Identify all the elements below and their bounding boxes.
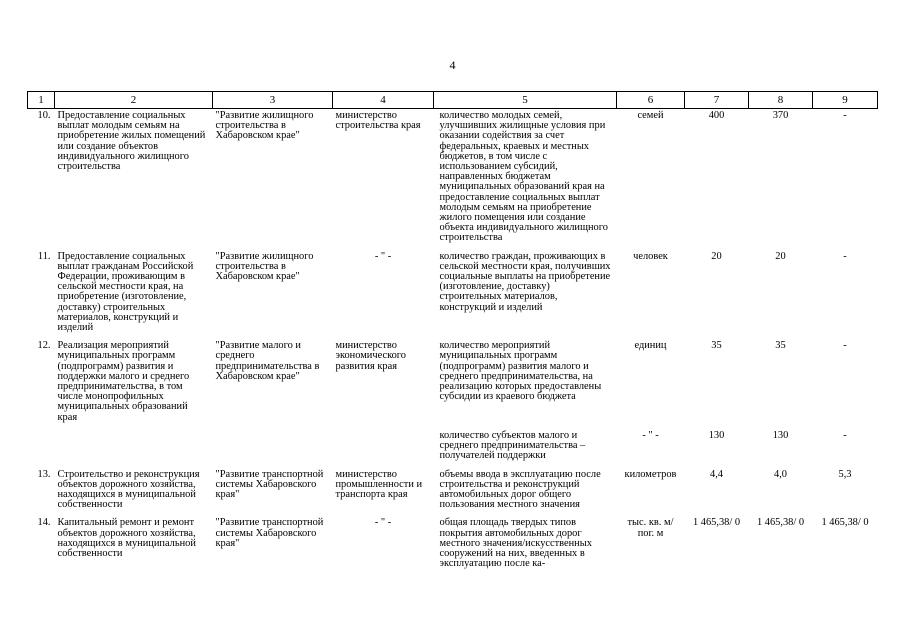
value-col9-cell: - xyxy=(843,110,847,121)
executor-cell: министерство экономического развития края xyxy=(335,340,406,372)
table-row xyxy=(28,109,878,250)
row-number: 11. xyxy=(37,250,51,262)
indicator-cell: количество граждан, проживающих в сельской местности края, получивших социальные выплаты на приобретение (изготовление, доставку) строительных материалов, конструкций и изделий xyxy=(439,250,611,313)
value-col9-cell: 5,3 xyxy=(838,468,852,480)
program-cell: "Развитие транспортной системы Хабаровского края" xyxy=(215,468,324,500)
unit-cell: семей xyxy=(637,110,664,121)
indicator-cell: количество молодых семей, улучшивших жилищные условия при оказании содействия за счет федеральных, краевых и местных бюджетов, в том числе с использованием субсидий, направленных бюджетам муниципальных образований края на предоставление социальных выплат молодым семьям на приобретение жилого помещения или создание объекта индивидуального жилищного строительства xyxy=(439,110,608,244)
indicator-cell: количество мероприятий муниципальных программ (подпрограмм) развития малого и среднего предпринимательства, на реализацию которых предоставлены субсидии из краевого бюджета xyxy=(439,340,602,403)
activity-cell: Капитальный ремонт и ремонт объектов дорожного хозяйства, находящихся в муниципальной собственности xyxy=(57,517,196,559)
header-col-7: 7 xyxy=(685,92,749,109)
unit-cell: человек xyxy=(633,250,668,262)
row-number: 14. xyxy=(37,517,51,529)
indicator-cell: объемы ввода в эксплуатацию после строительства и реконструкций автомобильных дорог общего пользования местного значения xyxy=(439,468,601,511)
executor-cell xyxy=(333,429,434,468)
value-col8-cell: 4,0 xyxy=(774,468,787,480)
value-col8-cell: 1 465,38/ 0 xyxy=(756,517,805,529)
value-col8-cell: 35 xyxy=(775,340,786,352)
value-col8-cell: 370 xyxy=(772,110,789,121)
table-row xyxy=(28,339,878,429)
header-col-6: 6 xyxy=(617,92,685,109)
header-row xyxy=(28,92,878,109)
value-col7-cell: 4,4 xyxy=(710,468,723,480)
value-col7-cell: 20 xyxy=(711,250,722,262)
activity-cell: Предоставление социальных выплат гражданам Российской Федерации, проживающим в сельской местности края, на приобретение (изготовление, доставку) строительных материалов, конструкций и изделий xyxy=(57,250,194,334)
program-cell: "Развитие транспортной системы Хабаровского края" xyxy=(215,517,324,549)
activity-cell: Строительство и реконструкция объектов дорожного хозяйства, находящихся в муниципальной собственности xyxy=(57,468,200,511)
indicators-table xyxy=(27,91,878,575)
row-number: 10. xyxy=(37,110,51,121)
value-col9-cell: 1 465,38/ 0 xyxy=(821,517,869,529)
header-col-1: 1 xyxy=(28,92,55,109)
value-col7-cell: 1 465,38/ 0 xyxy=(692,517,741,529)
unit-cell: единиц xyxy=(634,340,667,352)
page-number: 4 xyxy=(449,58,456,72)
value-col8-cell: 20 xyxy=(775,250,786,262)
header-col-4: 4 xyxy=(333,92,434,109)
activity-cell: Реализация мероприятий муниципальных программ (подпрограмм) развития и поддержки малого и среднего предпринимательства, в том числе монопрофильных муниципальных образований края xyxy=(57,340,190,423)
table-row xyxy=(28,468,878,517)
value-col9-cell: - xyxy=(843,429,847,441)
value-col8-cell: 130 xyxy=(772,429,789,441)
header-col-8: 8 xyxy=(749,92,813,109)
program-cell xyxy=(213,429,333,468)
unit-cell: - " - xyxy=(642,429,659,441)
unit-cell: километров xyxy=(624,468,677,480)
header-col-2: 2 xyxy=(55,92,213,109)
value-col7-cell: 130 xyxy=(708,429,725,441)
value-col9-cell: - xyxy=(843,340,847,352)
activity-cell: Предоставление социальных выплат молодым семьям на приобретение жилых помещений или создание объектов индивидуального жилищного строительства xyxy=(57,110,206,173)
executor-cell: - " - xyxy=(374,250,392,262)
header-col-3: 3 xyxy=(213,92,333,109)
activity-cell xyxy=(55,429,213,468)
program-cell: "Развитие жилищного строительства в Хабаровском крае" xyxy=(215,250,314,283)
executor-cell: министерство строительства края xyxy=(335,110,421,132)
value-col9-cell: - xyxy=(843,250,847,262)
program-cell: "Развитие жилищного строительства в Хабаровском крае" xyxy=(215,110,314,142)
row-number xyxy=(28,429,55,468)
row-number: 12. xyxy=(37,340,51,352)
value-col7-cell: 35 xyxy=(711,340,722,352)
executor-cell: - " - xyxy=(374,517,392,529)
row-number: 13. xyxy=(37,468,51,480)
header-col-5: 5 xyxy=(434,92,617,109)
table-row xyxy=(28,429,878,468)
program-cell: "Развитие малого и среднего предпринимательства в Хабаровском крае" xyxy=(215,340,320,382)
executor-cell: министерство промышленности и транспорта края xyxy=(335,468,423,500)
indicator-cell: количество субъектов малого и среднего предпринимательства – получателей поддержки xyxy=(439,429,586,462)
table-row xyxy=(28,516,878,575)
unit-cell: тыс. кв. м/ пог. м xyxy=(627,517,674,539)
header-col-9: 9 xyxy=(813,92,878,109)
indicator-cell: общая площадь твердых типов покрытия автомобильных дорог местного значения/искусственных сооружений на них, введенных в эксплуатацию после ка- xyxy=(439,517,592,570)
table-row xyxy=(28,250,878,340)
value-col7-cell: 400 xyxy=(708,110,725,121)
